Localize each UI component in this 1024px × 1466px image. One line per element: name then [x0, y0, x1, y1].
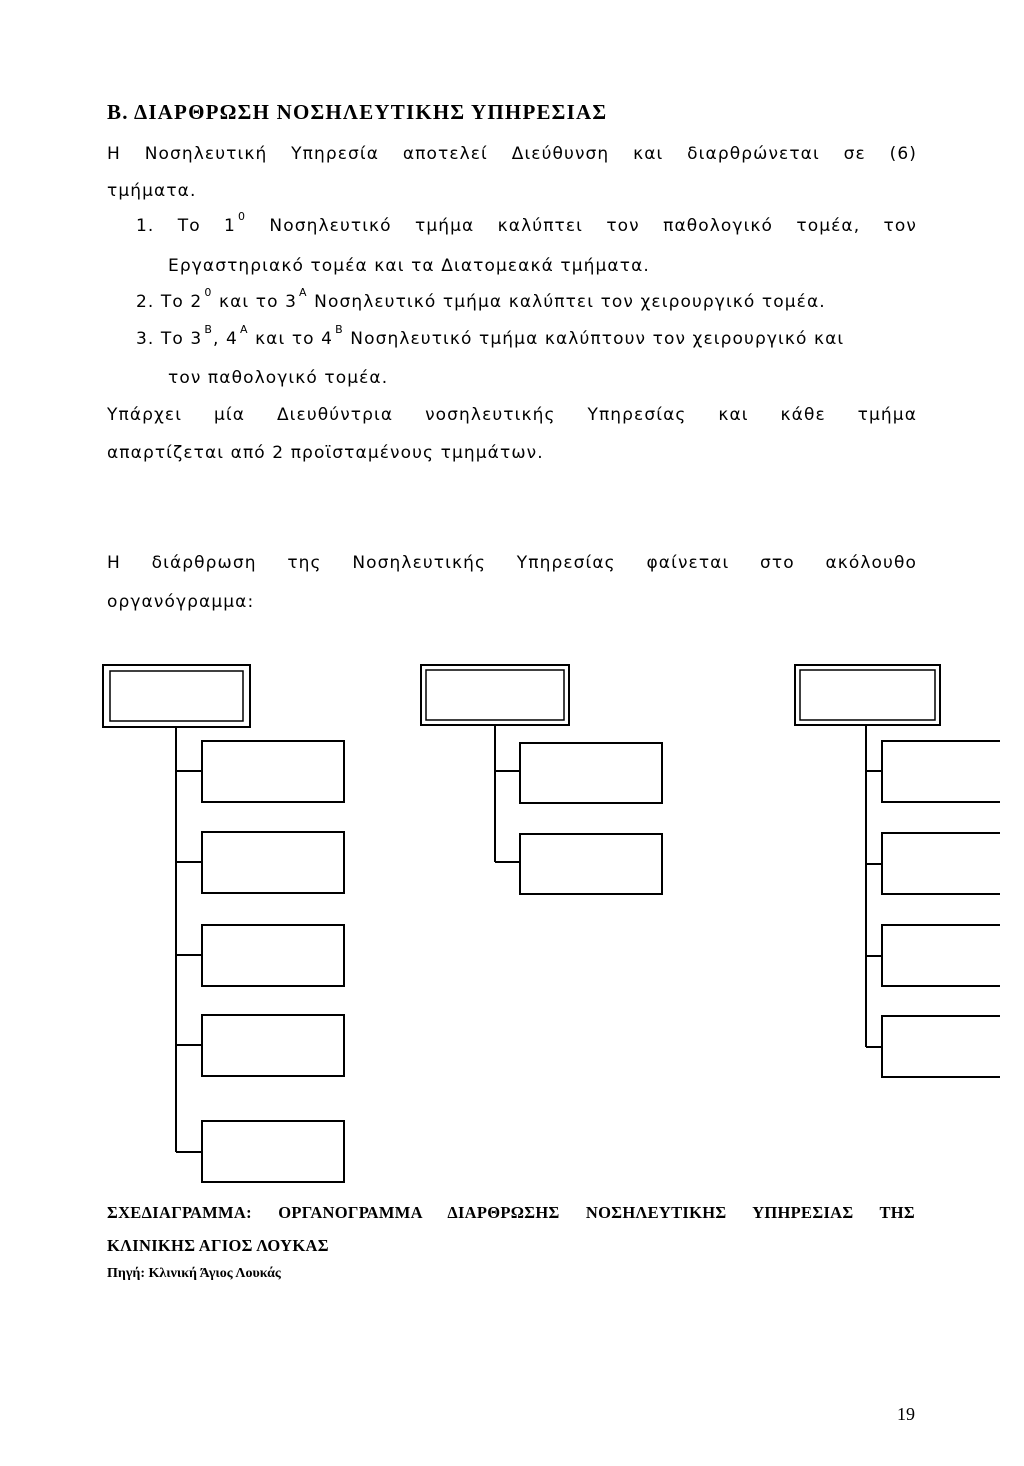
list-item-3-mid: , 4 [213, 329, 238, 349]
list-item-1-cont: Εργαστηριακό τομέα και τα Διατομεακά τμήματα. [168, 256, 650, 276]
org-box-col3-2 [882, 833, 1000, 894]
figure-caption-line-2: ΚΛΙΝΙΚΗΣ ΑΓΙΟΣ ΛΟΥΚΑΣ [107, 1236, 329, 1255]
page-number: 19 [897, 1404, 915, 1424]
org-box-col1-2 [202, 832, 344, 893]
list-item-3-num: 3. Το 3 [136, 329, 203, 349]
list-item-3-sup2: Α [239, 323, 249, 336]
list-item-3-sup: Β [204, 323, 213, 336]
org-box-top-1 [103, 665, 250, 727]
org-box-col3-1 [882, 741, 1000, 802]
org-box-top-3 [795, 665, 940, 725]
list-item-2-num: 2. Το 2 [136, 292, 203, 312]
paragraph-2-line-1: Υπάρχει μία Διευθύντρια νοσηλευτικής Υπηρεσίας και κάθε τμήμα [107, 405, 917, 425]
org-box-col2-1 [520, 743, 662, 803]
paragraph-3-line-1: Η διάρθρωση της Νοσηλευτικής Υπηρεσίας φαίνεται στο ακόλουθο [107, 553, 917, 573]
list-item-3-sup3: Β [335, 323, 344, 336]
org-box-col1-4 [202, 1015, 344, 1076]
list-item-3-mid2: και το 4 [248, 329, 334, 349]
org-box-col1-3 [202, 925, 344, 986]
list-item-1-sup: 0 [237, 210, 247, 223]
list-item-3-rest: Νοσηλευτικό τμήμα καλύπτουν τον χειρουργικό και [343, 329, 845, 349]
org-box-top-2 [421, 665, 569, 725]
section-heading: Β. ΔΙΑΡΘΡΩΣΗ ΝΟΣΗΛΕΥΤΙΚΗΣ ΥΠΗΡΕΣΙΑΣ [107, 100, 608, 124]
figure-source: Πηγή: Κλινική Άγιος Λουκάς [107, 1266, 281, 1281]
figure-caption-line-1: ΣΧΕΔΙΑΓΡΑΜΜΑ: ΟΡΓΑΝΟΓΡΑΜΜΑ ΔΙΑΡΘΡΩΣΗΣ ΝΟΣΗΛΕΥΤΙΚΗΣ ΥΠΗΡΕΣΙΑΣ ΤΗΣ [107, 1203, 915, 1222]
paragraph-2-line-2: απαρτίζεται από 2 προϊσταμένους τμημάτων. [107, 443, 544, 463]
list-item-2-sup: 0 [204, 286, 213, 299]
list-item-2-sup2: Α [299, 286, 308, 299]
org-box-col3-3 [882, 925, 1000, 986]
list-item-1-rest: Νοσηλευτικό τμήμα καλύπτει τον παθολογικό τομέα, τον [246, 216, 917, 236]
list-item-2-rest: Νοσηλευτικό τμήμα καλύπτει τον χειρουργικό τομέα. [307, 292, 826, 312]
intro-line-2: τμήματα. [107, 181, 197, 201]
list-item-2-mid: και το 3 [212, 292, 297, 312]
paragraph-3-line-2: οργανόγραμμα: [107, 592, 255, 612]
intro-line-1: Η Νοσηλευτική Υπηρεσία αποτελεί Διεύθυνση και διαρθρώνεται σε (6) [107, 144, 917, 164]
org-box-col3-4 [882, 1016, 1000, 1077]
org-box-col1-1 [202, 741, 344, 802]
list-item-3-cont: τον παθολογικό τομέα. [168, 368, 389, 388]
org-box-col1-5 [202, 1121, 344, 1182]
org-box-col2-2 [520, 834, 662, 894]
list-item-1-num: 1. Το 1 [136, 216, 236, 236]
